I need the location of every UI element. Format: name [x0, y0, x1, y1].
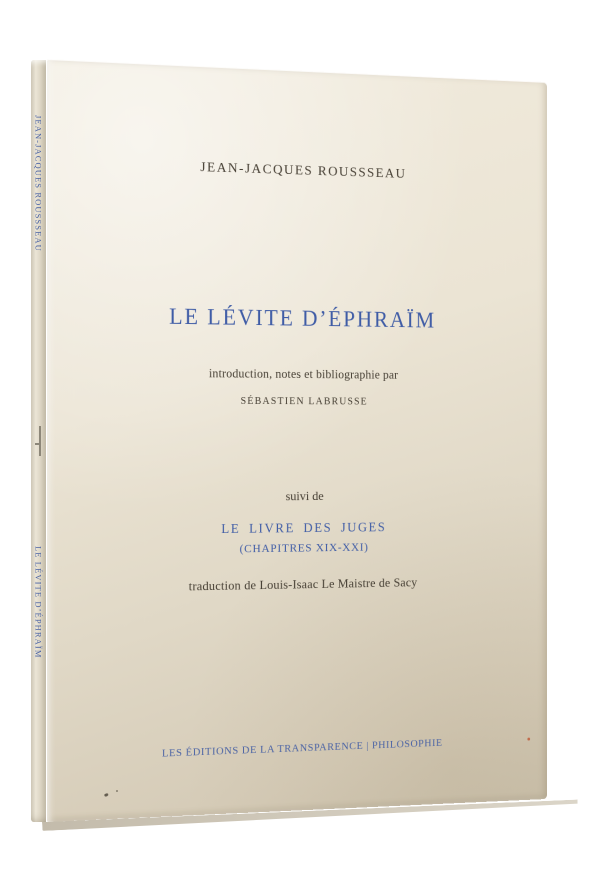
cover-translation-note: traduction de Louis-Isaac Le Maistre de Sacy — [188, 574, 418, 594]
book-spine — [31, 60, 46, 822]
cover-followed-by: suivi de — [285, 488, 324, 504]
dust-speck — [116, 790, 118, 792]
cover-publisher-line: LES ÉDITIONS DE LA TRANSPARENCE | PHILOSOPHIE — [161, 737, 443, 760]
spine-title-text: LE LÉVITE D’ÉPHRAÏM — [33, 546, 44, 659]
cover-secondary-title: LE LIVRE DES JUGES — [221, 519, 387, 536]
cover-secondary-subtitle: (CHAPITRES XIX-XXI) — [239, 539, 369, 556]
publisher-mark-stroke — [39, 426, 41, 456]
publisher-mark-crossbar — [35, 443, 41, 445]
book — [30, 58, 575, 836]
book-front-cover — [47, 59, 547, 822]
cover-title: LE LÉVITE D’ÉPHRAÏM — [169, 304, 436, 333]
dust-speck — [104, 793, 109, 797]
spine-author-text: JEAN-JACQUES ROUSSSEAU — [33, 115, 44, 252]
cover-edition-note: introduction, notes et bibliographie par — [208, 366, 399, 382]
publisher-mark-icon — [35, 426, 43, 456]
cover-editor-name: SÉBASTIEN LABRUSSE — [240, 396, 368, 408]
cover-author: JEAN-JACQUES ROUSSSEAU — [200, 160, 407, 182]
dust-speck — [527, 738, 529, 740]
